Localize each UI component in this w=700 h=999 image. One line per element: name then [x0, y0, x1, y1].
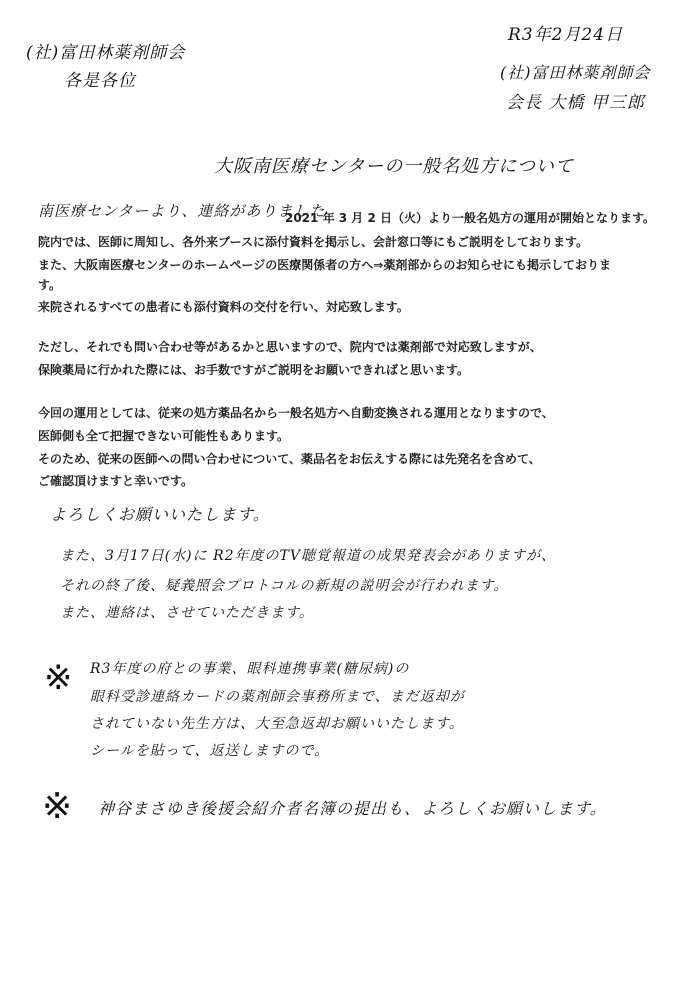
body-line: そのため、従来の医師への問い合わせについて、薬品名をお伝えする際には先発名を含めて、 [38, 452, 541, 466]
meeting-note-line: また、3月17日(水)に R2年度のTV聴覚報道の成果発表会がありますが、 [60, 548, 556, 564]
body-line: 保険薬局に行かれた際には、お手数ですがご説明をお願いできればと思います。 [38, 363, 470, 377]
intro-note: 南医療センターより、連絡がありました [38, 202, 326, 220]
asterisk-mark-icon: ※ [44, 658, 73, 698]
asterisk-mark-icon: ※ [42, 786, 73, 827]
card-note-line: R3年度の府との事業、眼科連携事業(糖尿病)の [90, 661, 410, 677]
sender: 会長 大橋 甲三郎 [506, 93, 645, 113]
body-line: 2021 年 3 月 2 日（火）より一般名処方の運用が開始となります。 [285, 211, 656, 225]
body-line: 今回の運用としては、従来の処方薬品名から一般名処方へ自動変換される運用となりますので、 [38, 406, 554, 420]
meeting-note-line: また、連絡は、させていただきます。 [60, 605, 314, 621]
body-line: す。 [38, 278, 62, 292]
document-title: 大阪南医療センターの一般名処方について [214, 156, 574, 177]
body-line: 院内では、医師に周知し、各外来ブースに添付資料を掲示し、会計窓口等にもご説明をしております。 [38, 235, 589, 249]
closing-note: よろしくお願いいたします。 [50, 505, 270, 524]
addressee-org: (社)富田林薬剤師会 [26, 43, 186, 63]
sender-org: (社)富田林薬剤師会 [500, 63, 651, 82]
body-line: ご確認頂けますと幸いです。 [38, 474, 194, 488]
card-note-line: シールを貼って、返送しますので。 [90, 743, 330, 759]
body-line: ただし、それでも問い合わせ等があるかと思いますので、院内では薬剤部で対応致しますが、 [38, 340, 542, 354]
card-note-line: 眼科受診連絡カードの薬剤師会事務所まで、まだ返却が [90, 689, 465, 705]
body-line: 来院されるすべての患者にも添付資料の交付を行い、対応致します。 [38, 300, 409, 314]
meeting-note-line: それの終了後、疑義照会プロトコルの新規の説明会が行われます。 [60, 578, 509, 594]
body-line: また、大阪南医療センターのホームページの医療関係者の方へ⇒薬剤部からのお知らせにも掲示しておりま [38, 258, 611, 272]
date: R3年2月24日 [508, 25, 624, 45]
addressee: 各是各位 [64, 71, 136, 91]
card-note-line: されていない先生方は、大至急返却お願いいたします。 [90, 716, 464, 732]
body-line: 医師側も全て把握できない可能性もあります。 [38, 429, 290, 443]
supporter-note: 神谷まさゆき後援会紹介者名簿の提出も、よろしくお願いします。 [98, 799, 607, 818]
